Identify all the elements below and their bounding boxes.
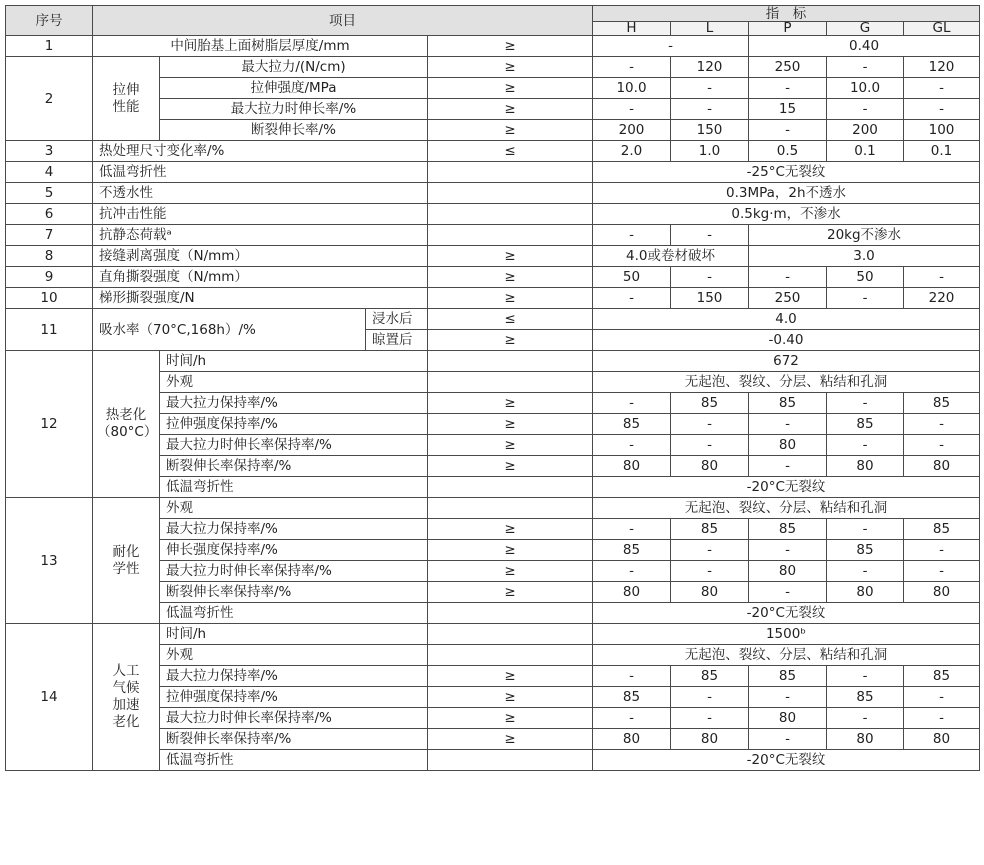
table-row [6,309,980,330]
cell-value: - [827,435,904,456]
row-operator: ≥ [428,330,593,351]
cell-value: -0.40 [593,330,980,351]
cell-value: - [593,561,671,582]
row-item: 断裂伸长率保持率/% [160,582,428,603]
cell-value: -20°C无裂纹 [593,603,980,624]
cell-value: 0.3MPa，2h不透水 [593,183,980,204]
cell-value: -20°C无裂纹 [593,750,980,771]
cell-value: - [749,582,827,603]
cell-value: - [904,414,980,435]
cell-value: - [749,456,827,477]
row-number: 5 [6,183,93,204]
cell-value: - [593,288,671,309]
row-operator: ≥ [428,582,593,603]
cell-value: 85 [827,540,904,561]
row-number: 2 [6,57,93,141]
row-number: 14 [6,624,93,771]
cell-value: 4.0 [593,309,980,330]
row-operator: ≤ [428,141,593,162]
cell-value: - [593,225,671,246]
row-item: 伸长强度保持率/% [160,540,428,561]
cell-value: 80 [671,582,749,603]
row-operator: ≥ [428,57,593,78]
cell-value: - [749,78,827,99]
table-row [6,624,980,645]
cell-value: - [671,225,749,246]
row-operator [428,225,593,246]
row-item: 拉伸强度保持率/% [160,414,428,435]
cell-value: - [749,540,827,561]
cell-value: 80 [827,582,904,603]
cell-value: - [593,36,749,57]
table-row [6,162,980,183]
cell-value: 0.40 [749,36,980,57]
cell-value: - [827,561,904,582]
table-row [6,183,980,204]
cell-value: 672 [593,351,980,372]
cell-value: 200 [827,120,904,141]
row-operator: ≥ [428,561,593,582]
cell-value: 85 [593,540,671,561]
cell-value: -25°C无裂纹 [593,162,980,183]
table-row [6,267,980,288]
row-number: 3 [6,141,93,162]
cell-value: 85 [749,519,827,540]
cell-value: 250 [749,288,827,309]
cell-value: - [593,435,671,456]
table-row [6,351,980,372]
cell-value: 250 [749,57,827,78]
grade-gl: GL [904,22,980,36]
cell-value: - [593,57,671,78]
row-item: 梯形撕裂强度/N [93,288,428,309]
cell-value: 120 [904,57,980,78]
group-label-text: 热老化 （80°C） [97,407,158,440]
cell-value: 3.0 [749,246,980,267]
cell-value: 80 [593,456,671,477]
row-item: 最大拉力保持率/% [160,666,428,687]
cell-value: 无起泡、裂纹、分层、粘结和孔洞 [593,645,980,666]
table-row [6,246,980,267]
cell-value: 80 [671,456,749,477]
row-number: 11 [6,309,93,351]
row-operator: ≥ [428,99,593,120]
row-item: 抗冲击性能 [93,204,428,225]
group-label-text: 拉伸 性能 [112,81,140,115]
header-item: 项目 [93,6,593,36]
row-item: 最大拉力时伸长率保持率/% [160,561,428,582]
row-item: 中间胎基上面树脂层厚度/mm [93,36,428,57]
row-subitem: 晾置后 [366,330,428,351]
cell-value: 85 [749,666,827,687]
cell-value: 85 [904,393,980,414]
row-item: 最大拉力时伸长率保持率/% [160,708,428,729]
cell-value: - [671,414,749,435]
cell-value: 85 [671,393,749,414]
cell-value: - [671,99,749,120]
cell-value: 80 [671,729,749,750]
row-operator: ≥ [428,540,593,561]
row-operator: ≥ [428,687,593,708]
cell-value: - [827,57,904,78]
row-operator: ≥ [428,666,593,687]
cell-value: 0.1 [827,141,904,162]
row-operator: ≥ [428,708,593,729]
cell-value: 85 [593,687,671,708]
cell-value: 1500ᵇ [593,624,980,645]
table-row [6,204,980,225]
cell-value: - [671,435,749,456]
row-operator [428,372,593,393]
row-operator: ≥ [428,456,593,477]
group-label-text: 人工 气候 加速 老化 [112,663,140,730]
grade-p: P [749,22,827,36]
row-item: 直角撕裂强度（N/mm） [93,267,428,288]
row-operator: ≥ [428,267,593,288]
cell-value: 0.1 [904,141,980,162]
row-operator: ≥ [428,414,593,435]
cell-value: - [749,687,827,708]
cell-value: - [593,708,671,729]
row-group-label [93,57,160,141]
cell-value: - [593,519,671,540]
row-number: 4 [6,162,93,183]
row-item: 时间/h [160,624,428,645]
header-row [6,6,980,22]
row-operator: ≥ [428,435,593,456]
group-label-text: 耐化 学性 [112,543,140,577]
row-item: 断裂伸长率保持率/% [160,456,428,477]
cell-value: - [749,267,827,288]
cell-value: - [671,687,749,708]
cell-value: 85 [749,393,827,414]
cell-value: 200 [593,120,671,141]
row-operator [428,477,593,498]
cell-value: - [593,393,671,414]
row-number: 8 [6,246,93,267]
cell-value: - [904,540,980,561]
cell-value: - [593,99,671,120]
cell-value: -20°C无裂纹 [593,477,980,498]
cell-value: 10.0 [827,78,904,99]
cell-value: - [749,120,827,141]
grade-g: G [827,22,904,36]
cell-value: - [827,708,904,729]
table-row [6,498,980,519]
cell-value: - [671,708,749,729]
row-item: 时间/h [160,351,428,372]
cell-value: - [827,393,904,414]
row-item: 外观 [160,498,428,519]
grade-l: L [671,22,749,36]
row-operator [428,204,593,225]
cell-value: 85 [671,666,749,687]
cell-value: 85 [827,414,904,435]
cell-value: - [671,561,749,582]
row-operator [428,498,593,519]
row-item: 断裂伸长率/% [160,120,428,141]
row-number: 1 [6,36,93,57]
row-operator [428,750,593,771]
cell-value: - [671,267,749,288]
cell-value: 4.0或卷材破坏 [593,246,749,267]
cell-value: 85 [904,519,980,540]
table-row [6,57,980,78]
table-row [6,141,980,162]
cell-value: 10.0 [593,78,671,99]
row-item: 接缝剥离强度（N/mm） [93,246,428,267]
cell-value: 80 [904,729,980,750]
row-number: 12 [6,351,93,498]
cell-value: - [904,708,980,729]
cell-value: 0.5 [749,141,827,162]
row-item: 拉伸强度/MPa [160,78,428,99]
row-operator [428,351,593,372]
cell-value: - [671,78,749,99]
cell-value: 100 [904,120,980,141]
row-item: 低温弯折性 [160,477,428,498]
cell-value: 80 [827,729,904,750]
cell-value: 80 [904,456,980,477]
row-item: 低温弯折性 [160,603,428,624]
row-operator: ≥ [428,393,593,414]
spec-table [5,5,980,771]
cell-value: 85 [671,519,749,540]
row-operator: ≥ [428,519,593,540]
cell-value: - [827,288,904,309]
table-row [6,36,980,57]
cell-value: 80 [749,435,827,456]
cell-value: - [904,561,980,582]
cell-value: 80 [827,456,904,477]
cell-value: 无起泡、裂纹、分层、粘结和孔洞 [593,372,980,393]
row-number: 10 [6,288,93,309]
cell-value: - [593,666,671,687]
cell-value: 120 [671,57,749,78]
header-seq: 序号 [6,6,93,36]
cell-value: - [827,519,904,540]
row-subitem: 浸水后 [366,309,428,330]
row-operator [428,183,593,204]
row-number: 6 [6,204,93,225]
cell-value: - [904,687,980,708]
cell-value: 80 [904,582,980,603]
grade-h: H [593,22,671,36]
row-item: 低温弯折性 [160,750,428,771]
row-number: 7 [6,225,93,246]
row-number: 13 [6,498,93,624]
cell-value: 无起泡、裂纹、分层、粘结和孔洞 [593,498,980,519]
row-group-label [93,624,160,771]
row-operator: ≥ [428,78,593,99]
row-item: 最大拉力保持率/% [160,393,428,414]
cell-value: - [749,414,827,435]
row-operator: ≥ [428,729,593,750]
cell-value: 50 [827,267,904,288]
row-item: 外观 [160,372,428,393]
cell-value: 150 [671,120,749,141]
row-item: 不透水性 [93,183,428,204]
cell-value: 15 [749,99,827,120]
cell-value: - [904,78,980,99]
table-row [6,225,980,246]
cell-value: - [749,729,827,750]
cell-value: 85 [593,414,671,435]
cell-value: 80 [593,729,671,750]
row-item: 低温弯折性 [93,162,428,183]
cell-value: - [827,99,904,120]
row-operator: ≥ [428,288,593,309]
cell-value: - [827,666,904,687]
row-item: 最大拉力保持率/% [160,519,428,540]
cell-value: 80 [749,561,827,582]
row-item: 外观 [160,645,428,666]
cell-value: - [904,435,980,456]
cell-value: 85 [904,666,980,687]
row-operator: ≥ [428,246,593,267]
cell-value: 85 [827,687,904,708]
cell-value: - [904,267,980,288]
cell-value: 2.0 [593,141,671,162]
row-group-label [93,351,160,498]
row-operator: ≥ [428,36,593,57]
cell-value: 220 [904,288,980,309]
row-group-label [93,498,160,624]
row-item: 断裂伸长率保持率/% [160,729,428,750]
row-operator [428,162,593,183]
header-index: 指 标 [593,6,980,22]
cell-value: 80 [749,708,827,729]
row-operator [428,603,593,624]
row-item: 吸水率（70°C,168h）/% [93,309,366,351]
row-operator [428,645,593,666]
row-item: 抗静态荷载ᵃ [93,225,428,246]
row-item: 热处理尺寸变化率/% [93,141,428,162]
row-number: 9 [6,267,93,288]
cell-value: 150 [671,288,749,309]
cell-value: 0.5kg·m，不渗水 [593,204,980,225]
row-operator [428,624,593,645]
cell-value: 80 [593,582,671,603]
row-operator: ≥ [428,120,593,141]
row-item: 拉伸强度保持率/% [160,687,428,708]
cell-value: 1.0 [671,141,749,162]
cell-value: 20kg不渗水 [749,225,980,246]
cell-value: - [904,99,980,120]
row-item: 最大拉力/(N/cm) [160,57,428,78]
row-operator: ≤ [428,309,593,330]
row-item: 最大拉力时伸长率保持率/% [160,435,428,456]
cell-value: - [671,540,749,561]
cell-value: 50 [593,267,671,288]
table-row [6,288,980,309]
row-item: 最大拉力时伸长率/% [160,99,428,120]
